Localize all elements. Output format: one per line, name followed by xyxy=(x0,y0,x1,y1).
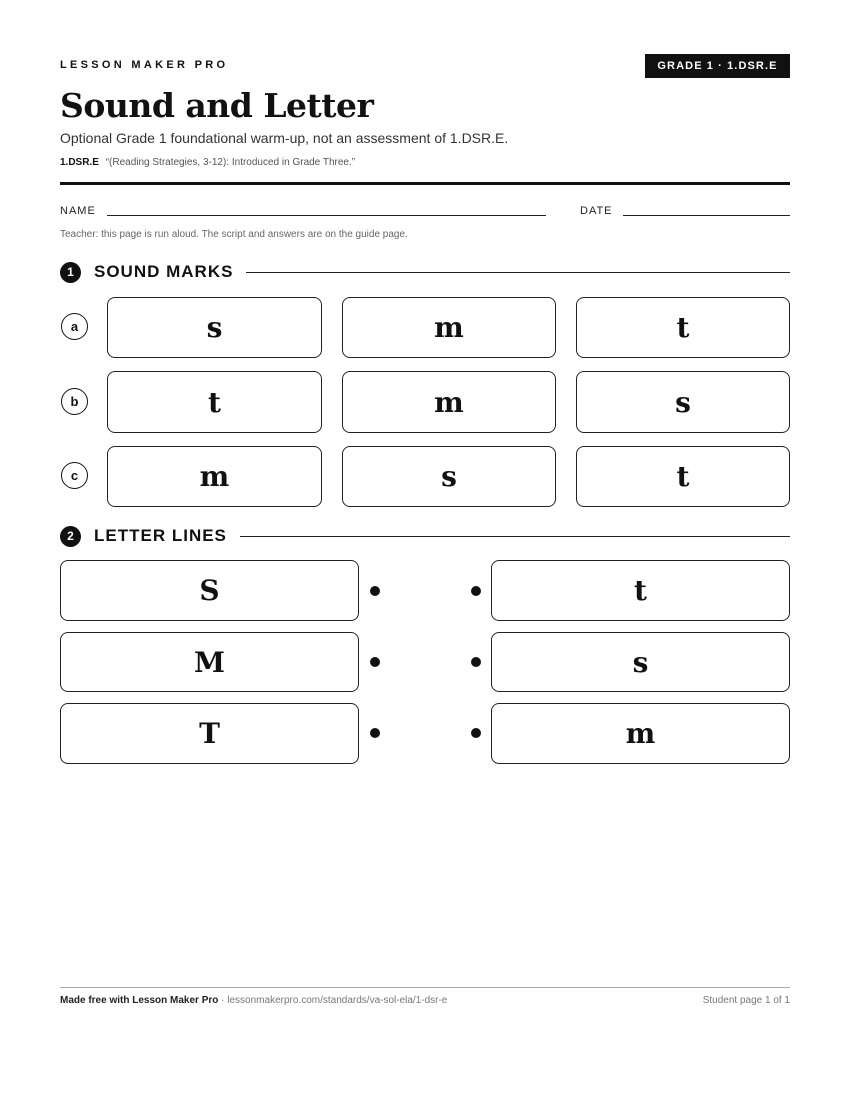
section-number: 2 xyxy=(60,526,81,547)
section-sound-marks-header xyxy=(60,260,790,284)
footer-divider xyxy=(60,987,790,988)
sound-card[interactable]: m xyxy=(107,446,322,507)
sound-card[interactable]: t xyxy=(107,371,322,433)
section-divider xyxy=(246,272,790,273)
row-label-a: a xyxy=(61,313,88,340)
row-label-c: c xyxy=(61,462,88,489)
brand-name: LESSON MAKER PRO xyxy=(60,59,229,71)
date-label: DATE xyxy=(580,205,613,217)
standard-line xyxy=(60,157,355,168)
header-divider xyxy=(60,182,790,185)
match-dot-right[interactable] xyxy=(471,657,481,667)
page-subtitle: Optional Grade 1 foundational warm-up, not an assessment of 1.DSR.E. xyxy=(60,130,509,146)
date-field[interactable] xyxy=(623,215,790,216)
section-letter-lines-header xyxy=(60,524,790,548)
standard-text: “(Reading Strategies, 3-12): Introduced in Grade Three.” xyxy=(105,157,356,168)
name-label: NAME xyxy=(60,205,96,217)
footer-url[interactable]: · lessonmakerpro.com/standards/va-sol-ela/1-dsr-e xyxy=(218,995,448,1006)
sound-card[interactable]: m xyxy=(342,371,556,433)
sound-card[interactable]: m xyxy=(342,297,556,358)
sound-card[interactable]: s xyxy=(342,446,556,507)
match-dot-left[interactable] xyxy=(370,657,380,667)
section-divider xyxy=(240,536,790,537)
match-dot-left[interactable] xyxy=(370,586,380,596)
uppercase-letter-card[interactable]: S xyxy=(60,560,359,621)
name-field[interactable] xyxy=(107,215,546,216)
footer-credit xyxy=(60,995,447,1006)
section-number: 1 xyxy=(60,262,81,283)
page-title: Sound and Letter xyxy=(60,86,374,125)
lowercase-letter-card[interactable]: s xyxy=(491,632,790,692)
grade-badge: GRADE 1 · 1.DSR.E xyxy=(645,54,790,78)
match-dot-right[interactable] xyxy=(471,728,481,738)
uppercase-letter-card[interactable]: T xyxy=(60,703,359,764)
lowercase-letter-card[interactable]: m xyxy=(491,703,790,764)
standard-code: 1.DSR.E xyxy=(60,157,99,168)
section-title: SOUND MARKS xyxy=(94,262,234,281)
section-title: LETTER LINES xyxy=(94,526,227,545)
match-dot-left[interactable] xyxy=(370,728,380,738)
sound-card[interactable]: s xyxy=(576,371,790,433)
sound-card[interactable]: s xyxy=(107,297,322,358)
row-label-b: b xyxy=(61,388,88,415)
sound-card[interactable]: t xyxy=(576,446,790,507)
page-indicator: Student page 1 of 1 xyxy=(702,995,790,1006)
lowercase-letter-card[interactable]: t xyxy=(491,560,790,621)
sound-card[interactable]: t xyxy=(576,297,790,358)
footer-brand: Made free with Lesson Maker Pro xyxy=(60,995,219,1006)
uppercase-letter-card[interactable]: M xyxy=(60,632,359,692)
teacher-note: Teacher: this page is run aloud. The script and answers are on the guide page. xyxy=(60,229,408,240)
match-dot-right[interactable] xyxy=(471,586,481,596)
